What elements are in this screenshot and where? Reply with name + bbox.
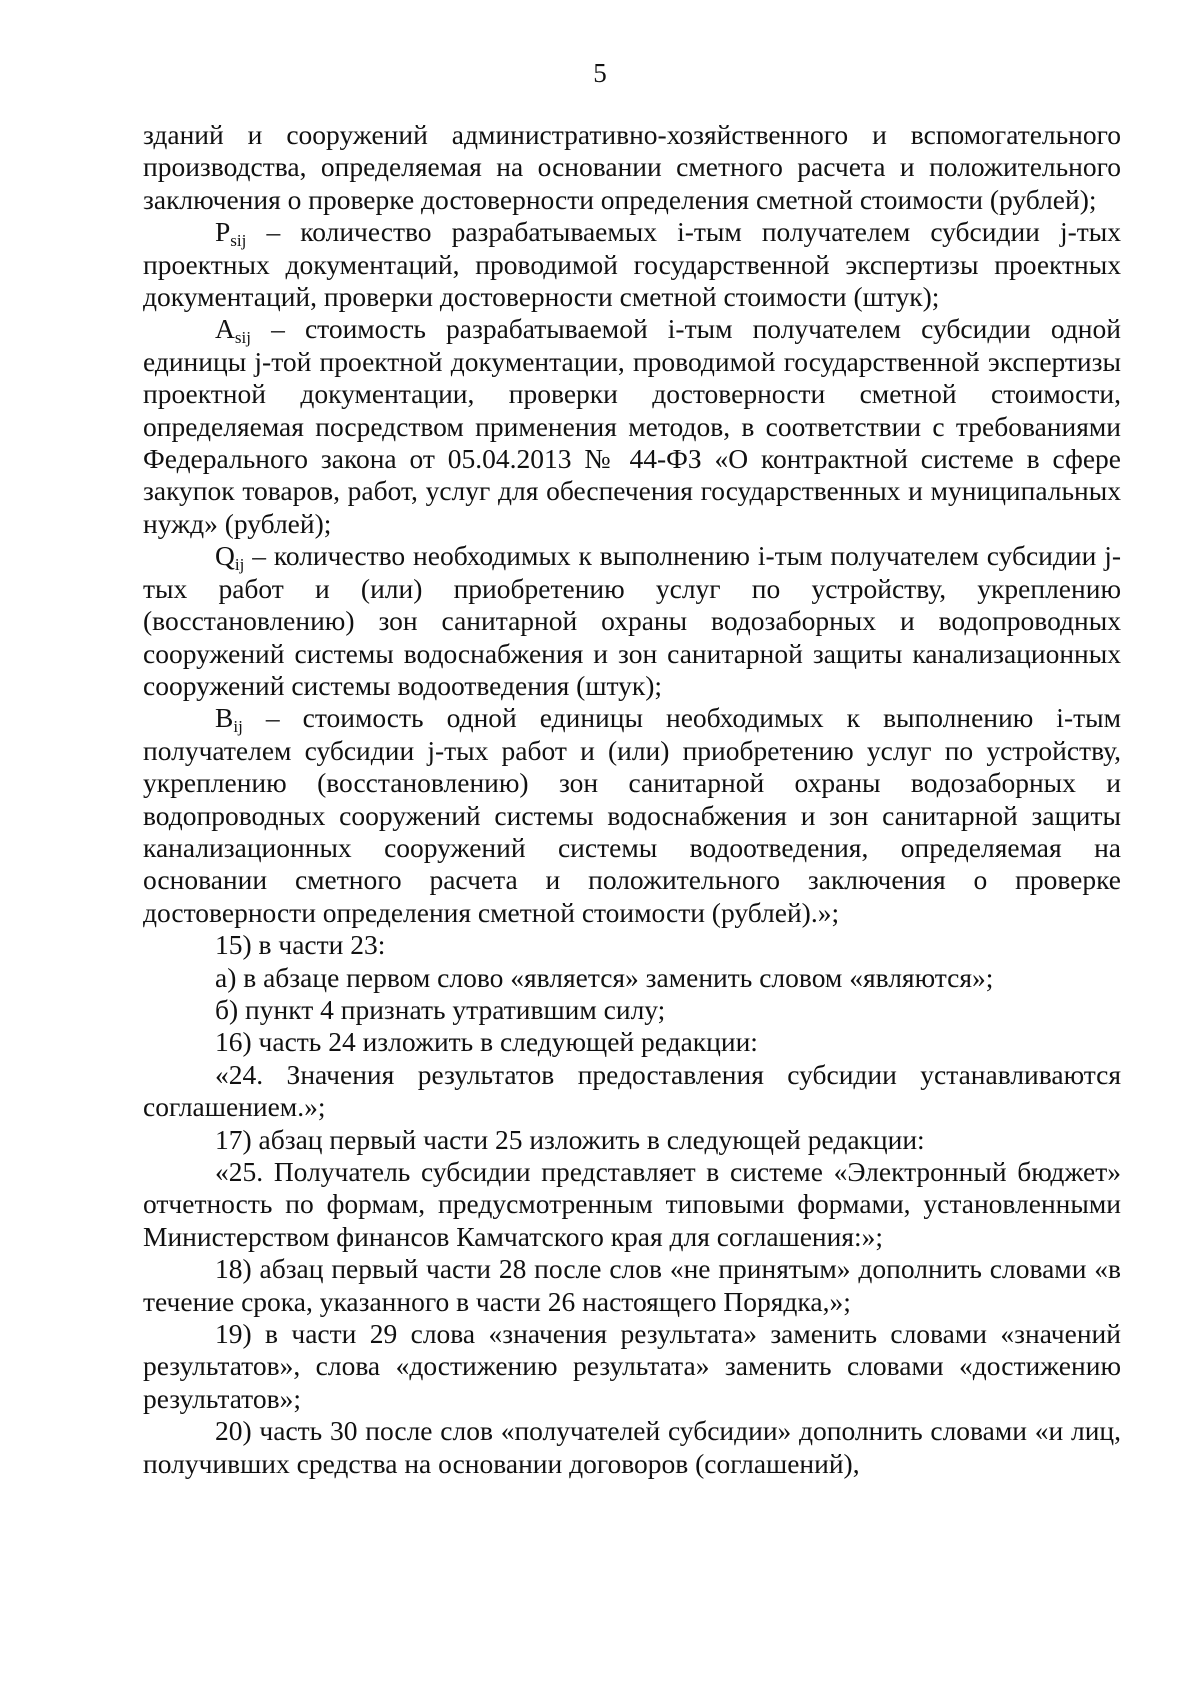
- symbol-p-subscript: sij: [230, 230, 247, 250]
- definition-asij: [143, 313, 1121, 540]
- item-16-text: «24. Значения результатов предоставления субсидии устанавливаются соглашением.»;: [143, 1058, 1121, 1123]
- page-number: 5: [593, 58, 607, 88]
- definition-psij: [143, 216, 1121, 313]
- document-body: [143, 119, 1121, 1480]
- symbol-b: B: [215, 702, 234, 734]
- item-20: 20) часть 30 после слов «получателей субсидии» дополнить словами «и лиц, получивших средства на основании договоров (соглашений),: [143, 1415, 1121, 1479]
- symbol-a-subscript: sij: [234, 328, 251, 348]
- definition-psij-text: – количество разрабатываемых i-тым получателем субсидии j-тых проектных документаций, проводимой государственной экспертизы проектных документаций, проверки достоверности сметной стоимости (штук);: [143, 216, 1121, 313]
- item-15-b: б) пункт 4 признать утратившим силу;: [215, 993, 666, 1025]
- definition-qij: [143, 540, 1121, 702]
- item-15-a: а) в абзаце первом слово «является» заменить словом «являются»;: [215, 961, 994, 993]
- item-17: 17) абзац первый части 25 изложить в следующей редакции:: [215, 1123, 925, 1155]
- symbol-q-subscript: ij: [234, 555, 245, 575]
- paragraph-continuation: зданий и сооружений административно-хозяйственного и вспомогательного производства, определяемая на основании сметного расчета и положительного заключения о проверке достоверности определения сметной стоимости (рублей);: [143, 119, 1121, 215]
- symbol-q: Q: [215, 540, 235, 572]
- symbol-b-subscript: ij: [233, 717, 243, 737]
- item-19: 19) в части 29 слова «значения результата» заменить словами «значений результатов», слова «достижению результата» заменить словами «достижению результатов»;: [143, 1318, 1121, 1414]
- definition-qij-text: – количество необходимых к выполнению i-тым получателем субсидии j-тых работ и (или) приобретению услуг по устройству, укреплению (восстановлению) зон санитарной охраны водозаборных и водопроводных сооружений системы водоснабжения и зон санитарной защиты канализационных сооружений системы водоотведения (штук);: [143, 540, 1121, 701]
- definition-bij: [143, 702, 1121, 929]
- item-17-text: «25. Получатель субсидии представляет в системе «Электронный бюджет» отчетность по формам, предусмотренным типовыми формами, установленными Министерством финансов Камчатского края для соглашения:»;: [143, 1156, 1121, 1252]
- item-15: 15) в части 23:: [215, 929, 386, 961]
- symbol-p: P: [215, 216, 231, 248]
- symbol-a: A: [215, 313, 235, 345]
- definition-asij-text: – стоимость разрабатываемой i-тым получателем субсидии одной единицы j-той проектной документации, проводимой государственной экспертизы проектной документации, проверки достоверности сметной стоимости, определяемая посредством применения методов, в соответствии с требованиями Федерального закона от 05.04.2013 № 44-ФЗ «О контрактной системе в сфере закупок товаров, работ, услуг для обеспечения государственных и муниципальных нужд» (рублей);: [143, 313, 1121, 539]
- item-18: 18) абзац первый части 28 после слов «не принятым» дополнить словами «в течение срока, указанного в части 26 настоящего Порядка,»;: [143, 1253, 1121, 1317]
- item-16: 16) часть 24 изложить в следующей редакции:: [215, 1026, 758, 1058]
- definition-bij-text: – стоимость одной единицы необходимых к выполнению i-тым получателем субсидии j-тых работ и (или) приобретению услуг по устройству, укреплению (восстановлению) зон санитарной охраны водозаборных и водопроводных сооружений системы водоснабжения и зон санитарной защиты канализационных сооружений системы водоотведения, определяемая на основании сметного расчета и положительного заключения о проверке достоверности определения сметной стоимости (рублей).»;: [143, 702, 1121, 928]
